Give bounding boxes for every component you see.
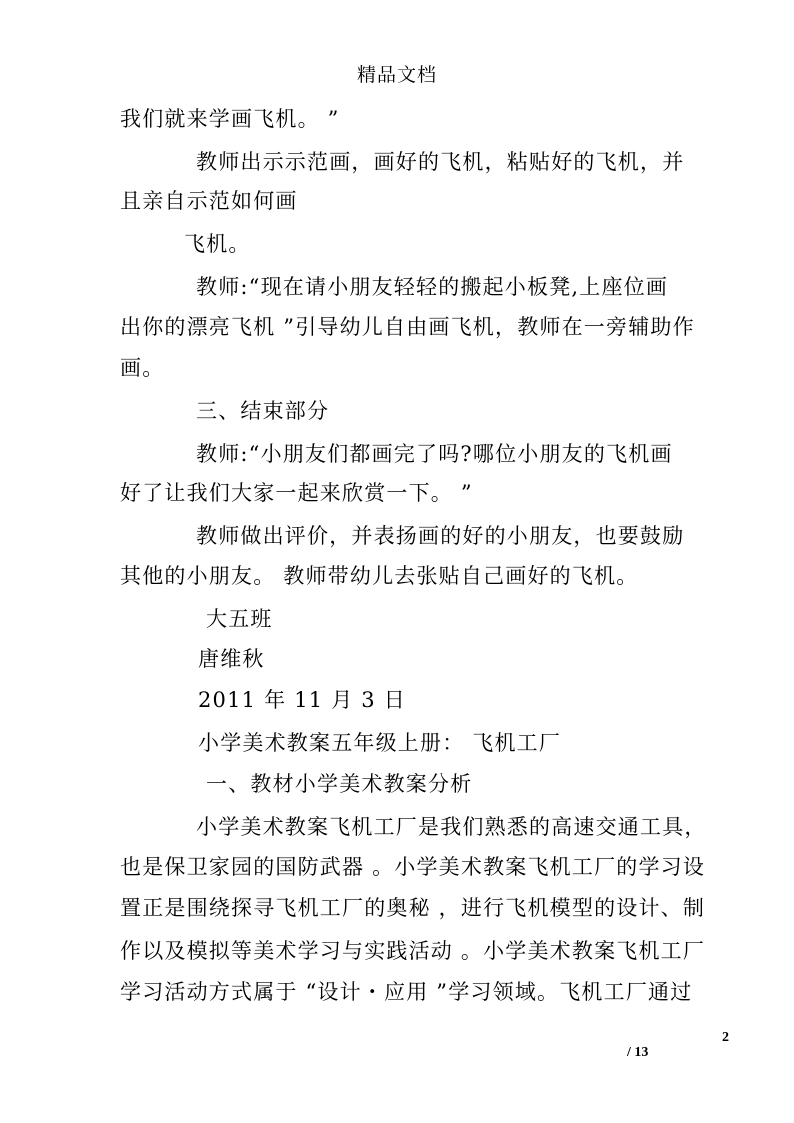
- text-line: 且亲自示范如何画: [120, 189, 298, 213]
- lesson-title: 小学美术教案五年级上册： 飞机工厂: [198, 731, 562, 755]
- text-line: 画。: [120, 356, 165, 380]
- text-line: 作以及模拟等美术学习与实践活动 。小学美术教案飞机工厂: [120, 939, 706, 963]
- text-line: 教师出示示范画，画好的飞机，粘贴好的飞机，并: [196, 150, 685, 174]
- text-line: 教师:“现在请小朋友轻轻的搬起小板凳,上座位画: [196, 275, 669, 299]
- page-total: / 13: [627, 1045, 649, 1060]
- text-line: 飞机。: [184, 232, 251, 256]
- text-line: 其他的小朋友。 教师带幼儿去张贴自己画好的飞机。: [120, 564, 639, 588]
- class-name: 大五班: [206, 607, 273, 631]
- section-heading: 三、结束部分: [196, 399, 330, 423]
- text-line: 教师:“小朋友们都画完了吗?哪位小朋友的飞机画: [196, 442, 673, 466]
- text-line: 也是保卫家园的国防武器 。小学美术教案飞机工厂的学习设: [120, 855, 706, 879]
- text-line: 好了让我们大家一起来欣赏一下。 ”: [120, 481, 473, 505]
- page-header-title: 精品文档: [356, 64, 437, 86]
- text-line: 小学美术教案飞机工厂是我们熟悉的高速交通工具，: [196, 815, 707, 839]
- page-number: 2: [722, 1030, 729, 1045]
- text-line: 我们就来学画飞机。 ”: [120, 107, 340, 131]
- text-line: 教师做出评价，并表扬画的好的小朋友，也要鼓励: [196, 524, 685, 548]
- author-name: 唐维秋: [198, 647, 265, 671]
- text-line: 学习活动方式属于 “设计・应用 ”学习领域。飞机工厂通过: [120, 980, 693, 1004]
- section-heading: 一、教材小学美术教案分析: [206, 772, 473, 796]
- date-line: 2011 年 11 月 3 日: [198, 688, 406, 712]
- text-line: 出你的漂亮飞机 ”引导幼儿自由画飞机，教师在一旁辅助作: [120, 315, 695, 339]
- text-line: 置正是围绕探寻飞机工厂的奥秘 ，进行飞机模型的设计、制: [120, 896, 706, 920]
